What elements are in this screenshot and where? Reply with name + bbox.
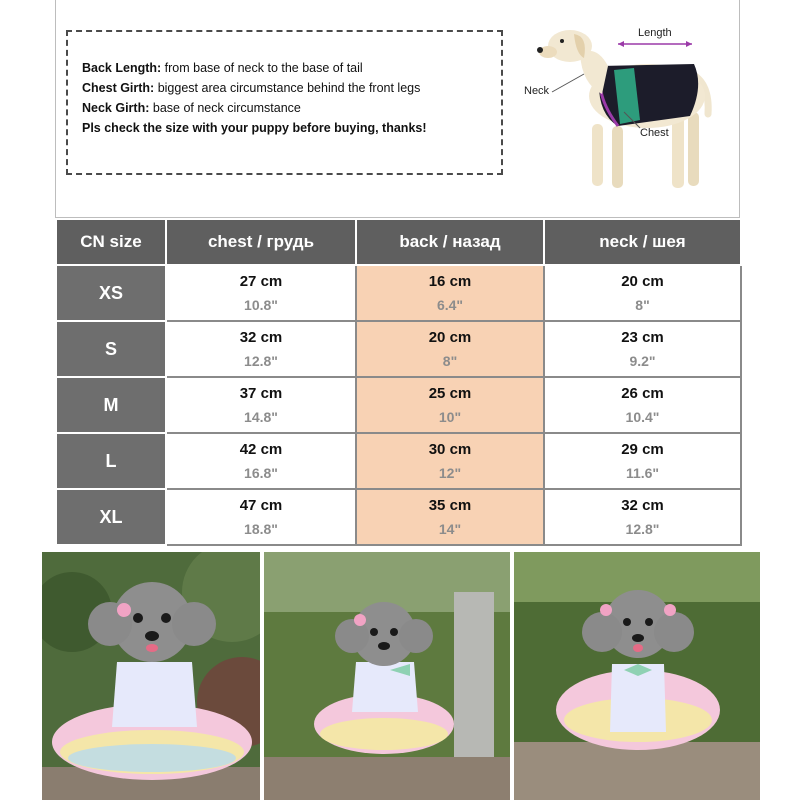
table-row [56, 489, 741, 545]
neck-cm: 29 cm [621, 441, 664, 458]
poodle-ear [582, 612, 622, 652]
product-photo-2 [264, 552, 510, 800]
back-inch: 12" [438, 465, 462, 481]
dog-head [548, 30, 592, 62]
size-check-reminder: Pls check the size with your puppy before buying, thanks! [82, 121, 427, 135]
chest-cm: 47 cm [239, 497, 283, 514]
back-cell [356, 433, 544, 489]
chest-inch: 14.8" [244, 409, 278, 425]
length-arrow-head-right [686, 41, 692, 47]
back-cell [356, 321, 544, 377]
dog-nose [537, 47, 543, 53]
back-length-desc: from base of neck to the base of tail [161, 61, 363, 75]
chest-cell [166, 265, 356, 321]
header-chest: chest / грудь [166, 219, 356, 265]
dog-front-leg [592, 124, 603, 186]
dog-hind-leg [672, 114, 684, 188]
poodle-ear [399, 619, 433, 653]
neck-inch: 12.8" [625, 521, 660, 537]
chest-girth-desc: biggest area circumstance behind the front legs [154, 81, 421, 95]
measurement-notes [66, 30, 503, 175]
neck-cell [544, 265, 741, 321]
chest-inch: 12.8" [244, 353, 278, 369]
hair-bow [354, 614, 366, 626]
chest-cell [166, 489, 356, 545]
poodle-eye [390, 628, 398, 636]
neck-pointer [552, 74, 584, 92]
product-photo-1 [42, 552, 260, 800]
neck-label: Neck [524, 85, 550, 97]
poodle-eye [623, 618, 631, 626]
size-cell: XL [56, 489, 166, 545]
poodle-nose [145, 631, 159, 641]
table-row [56, 321, 741, 377]
back-cm: 25 cm [428, 385, 472, 402]
length-arrow-head-left [618, 41, 624, 47]
poodle-eye [133, 613, 143, 623]
neck-cm: 23 cm [621, 329, 664, 346]
back-cell [356, 265, 544, 321]
neck-girth-desc: base of neck circumstance [149, 101, 301, 115]
back-cell [356, 489, 544, 545]
neck-cm: 32 cm [621, 497, 664, 514]
table-row [56, 433, 741, 489]
header-neck: neck / шея [544, 219, 741, 265]
back-inch: 10" [438, 409, 462, 425]
neck-inch: 10.4" [625, 409, 660, 425]
stone-ledge [514, 742, 760, 800]
back-inch: 14" [438, 521, 462, 537]
chest-cm: 32 cm [239, 329, 283, 346]
chest-cell [166, 377, 356, 433]
back-cm: 35 cm [428, 497, 472, 514]
size-guide-header [55, 0, 740, 218]
poodle-ear [172, 602, 216, 646]
chest-cell [166, 433, 356, 489]
chest-cm: 42 cm [239, 441, 283, 458]
neck-inch: 9.2" [629, 353, 656, 369]
neck-cell [544, 433, 741, 489]
neck-girth-note [82, 98, 501, 118]
chest-girth-term: Chest Girth: [82, 81, 155, 95]
size-cell: XS [56, 265, 166, 321]
poodle-nose [632, 634, 644, 642]
size-cell: S [56, 321, 166, 377]
back-length-term: Back Length: [82, 61, 162, 75]
header-cn-size: CN size [56, 219, 166, 265]
back-length-note [82, 58, 501, 78]
hair-bow [664, 604, 676, 616]
chest-inch: 18.8" [244, 521, 278, 537]
neck-girth-term: Neck Girth: [82, 101, 150, 115]
hair-bow [600, 604, 612, 616]
poodle-eye [645, 618, 653, 626]
chest-cell [166, 321, 356, 377]
chest-cm: 27 cm [239, 273, 283, 290]
back-cm: 30 cm [428, 441, 472, 458]
product-photo-3 [514, 552, 760, 800]
chest-inch: 10.8" [244, 297, 278, 313]
tutu-layer [68, 744, 236, 772]
dog-eye [560, 39, 564, 43]
chest-girth-note [82, 78, 501, 98]
tutu-layer [320, 718, 448, 750]
poodle-nose [378, 642, 390, 650]
neck-cm: 20 cm [621, 273, 664, 290]
pillar [454, 592, 494, 772]
neck-inch: 11.6" [625, 465, 660, 481]
table-row [56, 377, 741, 433]
length-label: Length [638, 27, 672, 39]
header-back: back / назад [356, 219, 544, 265]
dress-top [112, 662, 197, 727]
dog-vest [599, 64, 698, 126]
back-inch: 8" [442, 353, 458, 369]
neck-cm: 26 cm [621, 385, 664, 402]
neck-cell [544, 489, 741, 545]
dog-hind-leg-2 [688, 112, 699, 186]
stone-ledge [264, 757, 510, 800]
dog-front-leg-2 [612, 126, 623, 188]
poodle-eye [370, 628, 378, 636]
size-cell: L [56, 433, 166, 489]
neck-inch: 8" [635, 297, 650, 313]
chest-label: Chest [640, 127, 669, 139]
table-row [56, 265, 741, 321]
back-cell [356, 377, 544, 433]
table-header-row [56, 219, 741, 265]
back-inch: 6.4" [436, 297, 464, 313]
dog-measurement-diagram [522, 14, 732, 210]
neck-cell [544, 377, 741, 433]
back-cm: 20 cm [428, 329, 472, 346]
hair-bow [117, 603, 131, 617]
poodle-eye [161, 613, 171, 623]
poodle-tongue [633, 644, 643, 652]
poodle-tongue [146, 644, 158, 652]
back-cm: 16 cm [428, 273, 472, 290]
chest-inch: 16.8" [244, 465, 278, 481]
size-cell: M [56, 377, 166, 433]
chest-cm: 37 cm [239, 385, 283, 402]
size-chart-table [55, 218, 742, 546]
poodle-ear [654, 612, 694, 652]
neck-cell [544, 321, 741, 377]
